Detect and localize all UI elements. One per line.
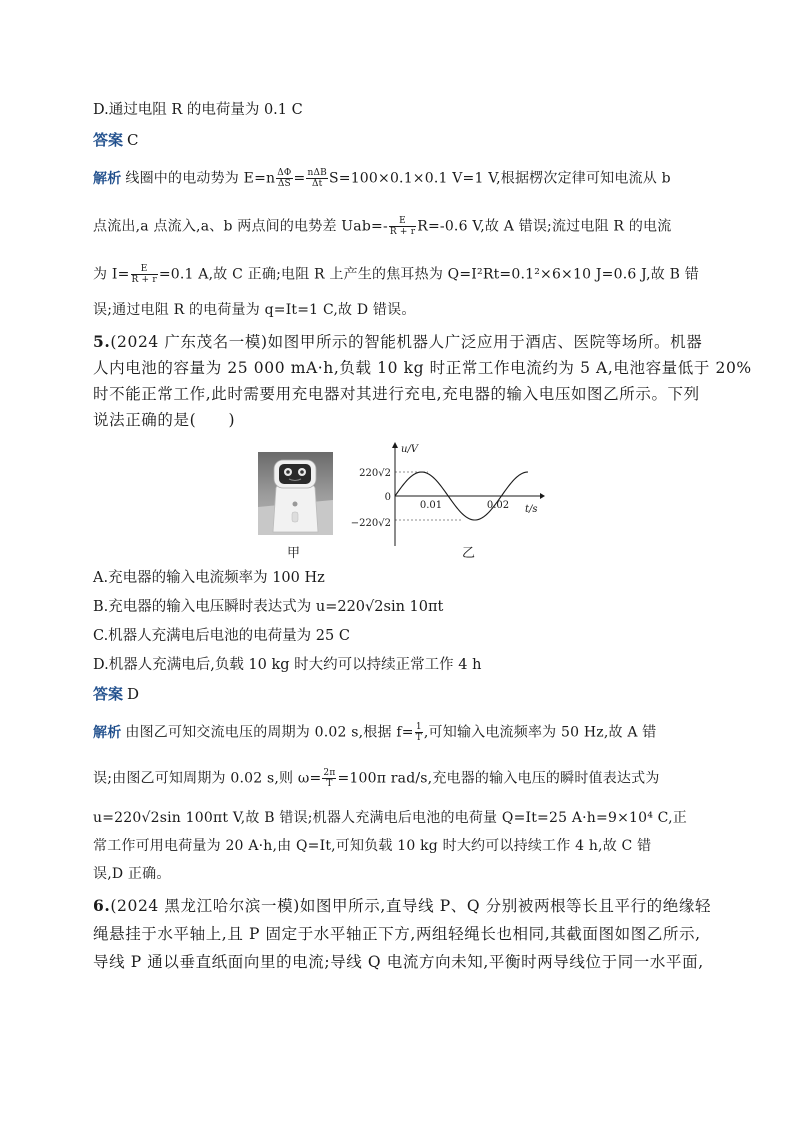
x-tick-label-2: 0.02 [486,500,510,511]
answer-label: 答案 [93,685,124,703]
expl-text: 由图乙可知交流电压的周期为 0.02 s,根据 f= [125,724,414,741]
frac-num: 1 [415,722,422,732]
fraction [276,168,292,189]
x-axis-arrow [540,493,545,499]
q6-line-3: 导线 P 通以垂直纸面向里的电流;导线 Q 电流方向未知,平衡时两导线位于同一水平面, [93,953,704,971]
fraction [322,768,336,789]
answer-label: 答案 [93,131,124,149]
q5-line-2: 人内电池的容量为 25 000 mA·h,负载 10 kg 时正常工作电流约为 5 A,电池容量低于 20% [93,359,752,377]
q5-text: (2024 广东茂名一模)如图甲所示的智能机器人广泛应用于酒店、医院等场所。机器 [110,333,703,351]
fraction [415,722,423,743]
explanation-label: 解析 [93,724,122,741]
q5-line-3: 时不能正常工作,此时需要用充电器对其进行充电,充电器的输入电压如图乙所示。下列 [93,385,700,403]
frac-den: ΔS [277,179,291,189]
q5-answer [93,684,139,704]
x-axis-label: t/s [525,504,538,515]
prev-explanation-line-1 [93,168,671,189]
figure-label-jia: 甲 [287,546,301,561]
fraction [306,168,328,189]
prev-explanation-line-3 [93,264,699,285]
q5-option-a: A.充电器的输入电流频率为 100 Hz [93,570,325,586]
frac-den: T [326,779,333,789]
q6-line-2: 绳悬挂于水平轴上,且 P 固定于水平轴正下方,两组轻绳长也相同,其截面图如图乙所示, [93,925,701,943]
q5-line-1 [93,332,702,352]
question-number: 5. [93,332,111,351]
answer-value: D [127,685,140,703]
explanation-label: 解析 [93,170,122,187]
frac-num: nΔB [307,168,327,178]
figure-label-yi: 乙 [462,546,476,561]
frac-den: R + r [131,275,157,285]
fraction [389,216,416,237]
y-tick-label-zero: 0 [384,492,391,503]
frac-num: 2π [323,768,336,778]
prev-explanation-line-2 [93,216,671,237]
y-axis-label: u/V [401,444,419,455]
q5-line-4: 说法正确的是( ) [93,411,236,429]
q5-option-b: B.充电器的输入电压瞬时表达式为 u=220√2sin 10πt [93,599,444,615]
frac-num: E [389,216,416,227]
expl-text: = [293,170,306,187]
y-tick-label-min: −220√2 [350,518,391,529]
expl-text: 线圈中的电动势为 E=n [125,170,276,187]
x-tick-label-1: 0.01 [419,500,443,511]
expl-text: =100π rad/s,充电器的输入电压的瞬时值表达式为 [337,770,660,787]
q5-explanation-line-5: 误,D 正确。 [93,866,171,882]
y-axis-arrow [392,442,398,448]
prev-option-d: D.通过电阻 R 的电荷量为 0.1 C [93,102,303,118]
voltage-waveform-chart [345,438,545,553]
expl-text: 点流出,a 点流入,a、b 两点间的电势差 Uab=- [93,218,388,235]
q5-explanation-line-4: 常工作可用电荷量为 20 A·h,由 Q=It,可知负载 10 kg 时大约可以持续工作 4 h,故 C 错 [93,838,652,854]
frac-num: ΔΦ [277,168,292,178]
q5-explanation-line-3: u=220√2sin 100πt V,故 B 错误;机器人充满电后电池的电荷量 Q=It=25 A·h=9×10⁴ C,正 [93,810,687,826]
frac-den: T [415,733,422,743]
q5-explanation-line-1 [93,722,657,743]
frac-den: Δt [311,179,323,189]
q5-option-c: C.机器人充满电后电池的电荷量为 25 C [93,628,350,644]
expl-text: =0.1 A,故 C 正确;电阻 R 上产生的焦耳热为 Q=I²Rt=0.1²×6×10 J=0.6 J,故 B 错 [158,266,699,283]
expl-text: 误;由图乙可知周期为 0.02 s,则 ω= [93,770,322,787]
frac-den: R + r [389,227,416,237]
prev-answer [93,130,139,150]
expl-text: S=100×0.1×0.1 V=1 V,根据楞次定律可知电流从 b [328,170,671,187]
q5-explanation-line-2 [93,768,660,789]
frac-num: E [131,264,158,275]
q5-option-d: D.机器人充满电后,负载 10 kg 时大约可以持续正常工作 4 h [93,657,482,673]
fraction [131,264,158,285]
expl-text: 为 I= [93,266,130,283]
expl-text: ,可知输入电流频率为 50 Hz,故 A 错 [423,724,657,741]
expl-text: R=-0.6 V,故 A 错误;流过电阻 R 的电流 [417,218,672,235]
y-tick-label-max: 220√2 [359,468,391,479]
answer-value: C [127,131,139,149]
robot-photo [258,452,333,535]
q6-text: (2024 黑龙江哈尔滨一模)如图甲所示,直导线 P、Q 分别被两根等长且平行的绝缘轻 [110,897,712,915]
question-number: 6. [93,896,111,915]
prev-explanation-line-4: 误;通过电阻 R 的电荷量为 q=It=1 C,故 D 错误。 [93,302,416,318]
q6-line-1 [93,896,711,916]
